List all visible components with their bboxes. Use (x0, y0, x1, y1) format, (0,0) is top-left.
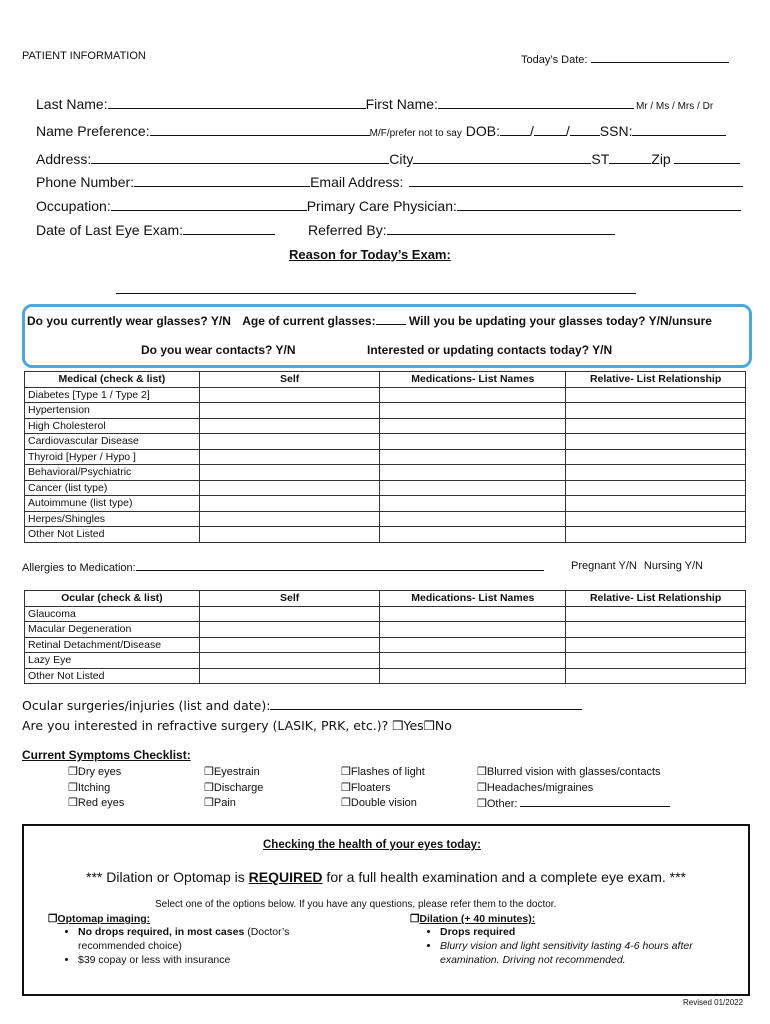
allergies-row (22, 560, 544, 574)
relative-cell[interactable] (566, 637, 746, 653)
requirement-text: *** Dilation or Optomap is (86, 869, 249, 885)
self-cell[interactable] (199, 653, 380, 669)
relative-cell[interactable] (566, 653, 746, 669)
medications-cell[interactable] (380, 653, 566, 669)
ssn-field[interactable] (632, 123, 726, 136)
first-name-field[interactable] (438, 96, 634, 109)
table-row (25, 511, 746, 527)
condition-label: Retinal Detachment/Disease (25, 637, 200, 653)
symptom-item[interactable] (68, 765, 124, 781)
optomap-cost: $39 copay or less with insurance (78, 954, 231, 966)
checkbox-icon[interactable]: ❒ (341, 766, 351, 778)
column-header: Medications- List Names (380, 372, 566, 388)
self-cell[interactable] (199, 403, 380, 419)
self-cell[interactable] (199, 387, 380, 403)
symptom-item[interactable] (341, 796, 425, 812)
gender-options: M/F/prefer not to say (369, 128, 462, 139)
pregnant-question: Pregnant Y/N (571, 560, 637, 572)
city-field[interactable] (413, 151, 591, 164)
medications-cell[interactable] (380, 465, 566, 481)
address-field[interactable] (91, 151, 389, 164)
medications-cell[interactable] (380, 527, 566, 543)
state-label: ST (591, 151, 610, 167)
checkbox-icon[interactable]: ❒ (68, 766, 78, 778)
relative-cell[interactable] (566, 622, 746, 638)
symptom-label: Discharge (213, 781, 264, 794)
pcp-field[interactable] (457, 198, 741, 211)
nursing-question: Nursing Y/N (643, 560, 704, 572)
symptom-label: Headaches/migraines (486, 781, 594, 794)
refractive-no-option: No (434, 718, 452, 733)
ocular-history-table (24, 590, 746, 684)
name-preference-label: Name Preference: (36, 123, 150, 139)
medications-cell[interactable] (380, 434, 566, 450)
medications-cell[interactable] (380, 606, 566, 622)
phone-label: Phone Number: (36, 174, 135, 190)
checkbox-icon[interactable]: ❒ (341, 797, 351, 809)
relative-cell[interactable] (566, 606, 746, 622)
relative-cell[interactable] (566, 480, 746, 496)
symptom-label: Itching (77, 781, 111, 794)
checkbox-icon[interactable]: ❒ (477, 781, 487, 794)
medications-cell[interactable] (380, 668, 566, 684)
eye-health-title: Checking the health of your eyes today: (263, 839, 481, 851)
self-cell[interactable] (199, 511, 380, 527)
medications-cell[interactable] (380, 403, 566, 419)
dob-separator: / (530, 123, 534, 139)
self-cell[interactable] (199, 434, 380, 450)
symptom-item[interactable] (477, 796, 670, 813)
self-cell[interactable] (199, 449, 380, 465)
relative-cell[interactable] (566, 449, 746, 465)
self-cell[interactable] (199, 606, 380, 622)
medications-cell[interactable] (380, 480, 566, 496)
last-name-field[interactable] (108, 96, 366, 109)
symptom-label: Double vision (350, 797, 417, 809)
condition-label: Macular Degeneration (25, 622, 200, 638)
dob-month-field[interactable] (500, 123, 530, 136)
symptoms-title: Current Symptoms Checklist: (22, 748, 191, 762)
update-contacts-question: Interested or updating contacts today? Y/N (367, 343, 613, 357)
relative-cell[interactable] (566, 465, 746, 481)
other-symptom-field[interactable] (520, 796, 670, 807)
occupation-label: Occupation: (36, 198, 111, 214)
symptom-item[interactable] (204, 765, 263, 781)
symptom-label: Floaters (350, 781, 391, 794)
optomap-note: (Doctor’s recommended choice) (78, 926, 290, 952)
condition-label: Diabetes [Type 1 / Type 2] (25, 387, 200, 403)
city-label: City (389, 151, 414, 167)
allergies-label: Allergies to Medication: (22, 562, 136, 574)
symptom-item[interactable] (204, 796, 263, 812)
relative-cell[interactable] (566, 418, 746, 434)
checkbox-icon[interactable]: ❒ (410, 913, 420, 925)
condition-label: High Cholesterol (25, 418, 200, 434)
dilation-side-effects: Blurry vision and light sensitivity lasting 4-6 hours after examination. Driving not recommended. (440, 940, 693, 966)
pregnancy-row (571, 560, 703, 572)
last-exam-label: Date of Last Eye Exam: (36, 222, 184, 238)
condition-label: Other Not Listed (25, 527, 200, 543)
referred-label: Referred By: (308, 222, 387, 238)
table-header-row (25, 591, 746, 607)
surgery-field[interactable] (270, 697, 582, 710)
checkbox-icon[interactable]: ❒ (341, 781, 351, 794)
dilation-title: Dilation (+ 40 minutes): (419, 913, 536, 925)
address-label: Address: (36, 151, 92, 167)
condition-label: Cardiovascular Disease (25, 434, 200, 450)
last-exam-field[interactable] (183, 222, 275, 235)
column-header: Medications- List Names (380, 591, 566, 607)
first-name-label: First Name: (365, 96, 438, 112)
address-row (36, 151, 740, 167)
name-preference-field[interactable] (150, 123, 370, 136)
todays-date-row (521, 50, 729, 66)
dilation-option[interactable] (410, 913, 720, 967)
table-row (25, 653, 746, 669)
table-row (25, 527, 746, 543)
revision-date: Revised 01/2022 (683, 998, 744, 1007)
allergies-field[interactable] (136, 560, 544, 571)
section-title: PATIENT INFORMATION (22, 50, 146, 62)
table-row (25, 480, 746, 496)
condition-label: Glaucoma (25, 606, 200, 622)
optomap-option[interactable] (48, 913, 348, 967)
relative-cell[interactable] (566, 387, 746, 403)
pcp-label: Primary Care Physician: (306, 198, 457, 214)
table-row (25, 418, 746, 434)
symptom-item[interactable] (341, 781, 425, 797)
medications-cell[interactable] (380, 637, 566, 653)
relative-cell[interactable] (566, 668, 746, 684)
optomap-title: Optomap imaging: (57, 913, 151, 925)
table-row (25, 465, 746, 481)
symptom-label: Red eyes (77, 797, 125, 809)
relative-cell[interactable] (566, 403, 746, 419)
glasses-row (27, 314, 712, 328)
medical-history-table (24, 371, 746, 543)
reason-title: Reason for Today’s Exam: (289, 247, 451, 262)
symptoms-column (204, 765, 263, 812)
relative-cell[interactable] (566, 434, 746, 450)
todays-date-field[interactable] (591, 50, 729, 63)
required-emphasis: REQUIRED (248, 869, 323, 885)
table-row (25, 637, 746, 653)
symptom-label: Pain (213, 797, 236, 809)
table-row (25, 434, 746, 450)
phone-field[interactable] (134, 174, 310, 187)
table-row (25, 449, 746, 465)
referred-field[interactable] (387, 222, 615, 235)
table-row (25, 403, 746, 419)
dob-label: DOB: (465, 123, 500, 139)
self-cell[interactable] (199, 622, 380, 638)
ssn-label: SSN: (599, 123, 633, 139)
glasses-age-question: Age of current glasses: (242, 314, 376, 328)
optomap-benefit: No drops required, in most cases (78, 926, 245, 938)
condition-label: Autoimmune (list type) (25, 496, 200, 512)
self-cell[interactable] (199, 496, 380, 512)
checkbox-icon[interactable]: ❒ (204, 766, 214, 778)
relative-cell[interactable] (566, 527, 746, 543)
symptom-item[interactable] (68, 781, 124, 797)
condition-label: Cancer (list type) (25, 480, 200, 496)
refractive-yes-option: Yes (403, 718, 424, 733)
medications-cell[interactable] (380, 622, 566, 638)
table-row (25, 387, 746, 403)
symptom-label: Eyestrain (213, 766, 260, 778)
zip-label: Zip (651, 151, 671, 167)
checkbox-icon[interactable]: ❒ (423, 718, 435, 733)
name-preference-row (36, 123, 726, 139)
surgery-row (22, 697, 582, 713)
column-header: Self (199, 591, 380, 607)
list-item (440, 925, 710, 939)
salutation-options: Mr / Ms / Mrs / Dr (635, 101, 714, 112)
reason-field[interactable] (116, 281, 636, 294)
checkbox-icon[interactable]: ❒ (477, 766, 487, 778)
relative-cell[interactable] (566, 511, 746, 527)
email-label: Email Address: (310, 174, 404, 190)
symptom-item[interactable] (477, 781, 670, 797)
column-header: Medical (check & list) (25, 372, 200, 388)
checkbox-icon[interactable]: ❒ (48, 913, 58, 925)
column-header: Ocular (check & list) (25, 591, 200, 607)
requirement-text: for a full health examination and a complete eye exam. *** (322, 869, 686, 885)
last-exam-row (36, 222, 275, 238)
table-row (25, 622, 746, 638)
symptom-item[interactable] (68, 796, 124, 812)
condition-label: Herpes/Shingles (25, 511, 200, 527)
checkbox-icon[interactable]: ❒ (392, 718, 404, 733)
condition-label: Behavioral/Psychiatric (25, 465, 200, 481)
table-row (25, 606, 746, 622)
condition-label: Thyroid [Hyper / Hypo ] (25, 449, 200, 465)
checkbox-icon[interactable]: ❒ (204, 781, 214, 794)
dilation-drops: Drops required (440, 926, 516, 938)
symptom-item[interactable] (204, 781, 263, 797)
self-cell[interactable] (199, 465, 380, 481)
dob-day-field[interactable] (534, 123, 566, 136)
dob-year-field[interactable] (570, 123, 600, 136)
todays-date-label: Today’s Date: (521, 54, 588, 66)
self-cell[interactable] (199, 527, 380, 543)
occupation-row (36, 198, 741, 214)
symptoms-column (341, 765, 425, 812)
dob-separator: / (565, 123, 570, 139)
checkbox-icon[interactable]: ❒ (477, 798, 487, 810)
condition-label: Lazy Eye (25, 653, 200, 669)
table-row (25, 496, 746, 512)
wear-glasses-question: Do you currently wear glasses? Y/N (27, 314, 231, 328)
update-glasses-question: Will you be updating your glasses today? Y/N/unsure (408, 314, 712, 328)
self-cell[interactable] (199, 668, 380, 684)
medications-cell[interactable] (380, 496, 566, 512)
relative-cell[interactable] (566, 496, 746, 512)
requirement-notice (86, 869, 686, 885)
self-cell[interactable] (199, 637, 380, 653)
column-header: Self (199, 372, 380, 388)
symptom-item[interactable] (477, 765, 670, 781)
medications-cell[interactable] (380, 418, 566, 434)
checkbox-icon[interactable]: ❒ (204, 797, 214, 809)
symptom-label: Flashes of light (350, 766, 425, 778)
glasses-age-field[interactable] (376, 314, 406, 325)
checkbox-icon[interactable]: ❒ (68, 797, 78, 809)
table-row (25, 668, 746, 684)
symptom-label: Dry eyes (77, 766, 122, 778)
list-item (440, 939, 710, 967)
medications-cell[interactable] (380, 449, 566, 465)
symptom-item[interactable] (341, 765, 425, 781)
refractive-question: Are you interested in refractive surgery (LASIK, PRK, etc.)? (22, 718, 389, 733)
refractive-row (22, 718, 452, 733)
column-header: Relative- List Relationship (566, 372, 746, 388)
condition-label: Hypertension (25, 403, 200, 419)
email-field[interactable] (409, 174, 743, 187)
referred-row (308, 222, 615, 238)
self-cell[interactable] (199, 418, 380, 434)
symptom-label: Other: (486, 798, 518, 810)
state-field[interactable] (609, 151, 651, 164)
occupation-field[interactable] (111, 198, 307, 211)
column-header: Relative- List Relationship (566, 591, 746, 607)
table-header-row (25, 372, 746, 388)
self-cell[interactable] (199, 480, 380, 496)
surgery-label: Ocular surgeries/injuries (list and date): (22, 698, 271, 713)
phone-row (36, 174, 743, 190)
symptoms-column (68, 765, 124, 812)
last-name-row (36, 96, 713, 112)
last-name-label: Last Name: (36, 96, 108, 112)
zip-field[interactable] (674, 151, 740, 164)
wear-contacts-question: Do you wear contacts? Y/N (141, 343, 296, 357)
symptoms-column (477, 765, 670, 813)
list-item (78, 953, 328, 967)
condition-label: Other Not Listed (25, 668, 200, 684)
medications-cell[interactable] (380, 511, 566, 527)
medications-cell[interactable] (380, 387, 566, 403)
checkbox-icon[interactable]: ❒ (68, 781, 78, 794)
symptom-label: Blurred vision with glasses/contacts (486, 766, 661, 778)
list-item (78, 925, 328, 953)
instructions-text: Select one of the options below. If you have any questions, please refer them to the doctor. (155, 899, 557, 910)
